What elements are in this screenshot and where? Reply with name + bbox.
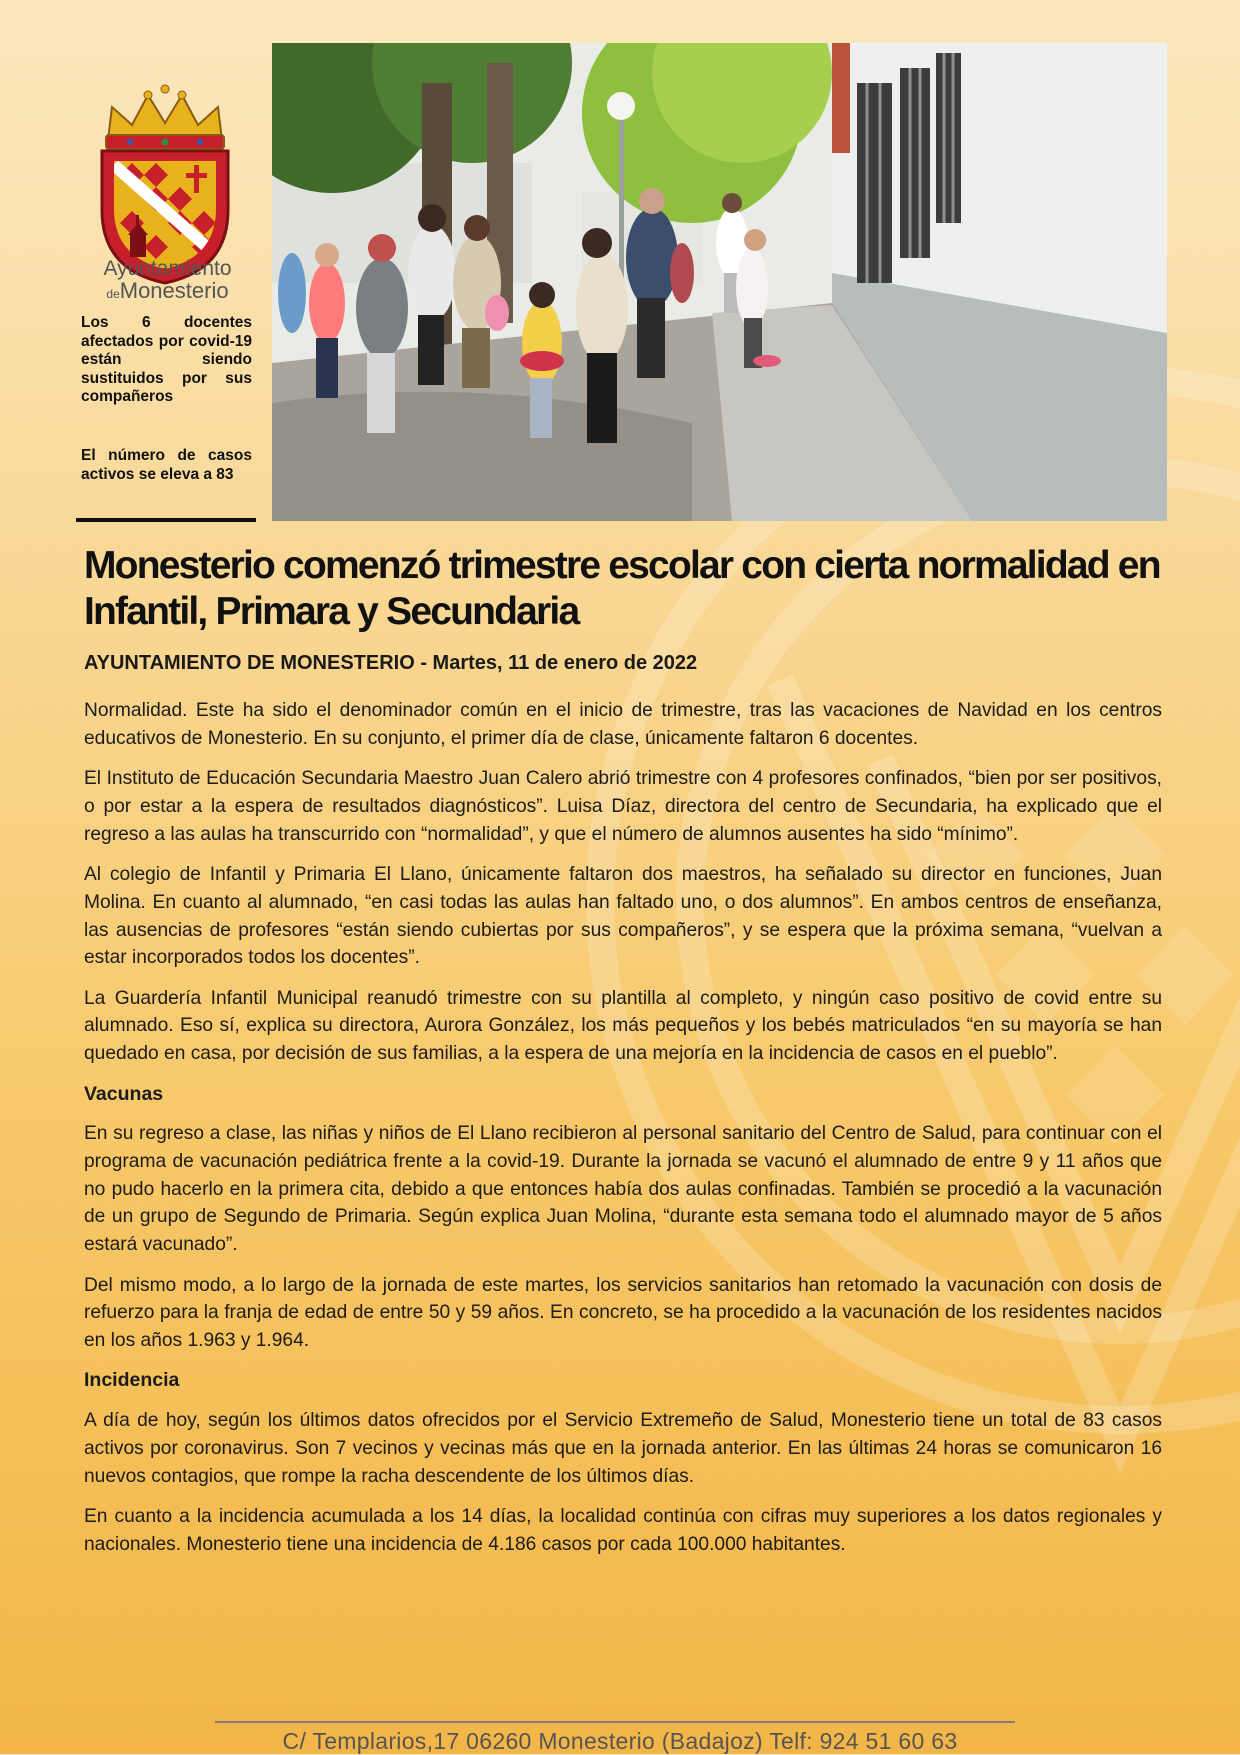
sidebar-divider: [76, 518, 256, 522]
article-headline: Monesterio comenzó trimestre escolar con cierta normalidad en Infantil, Primara y Secundaria: [84, 544, 1160, 633]
section-heading-incidencia: Incidencia: [84, 1369, 180, 1392]
school-street-photo: [272, 43, 1167, 521]
paragraph-6: Del mismo modo, a lo largo de la jornada de este martes, los servicios sanitarios han retomado la vacunación con dosis de refuerzo para la franja de edad de entre 50 y 59 años. En concreto, se ha procedido a la vacunación de los residentes nacidos en los años 1.963 y 1.964.: [84, 1274, 1162, 1352]
paragraph-2: El Instituto de Educación Secundaria Maestro Juan Calero abrió trimestre con 4 profesores confinados, “bien por ser positivos, o por estar a la espera de resultados diagnósticos”. Luisa Díaz, directora del centro de Secundaria, ha explicado que el regreso a las aulas ha transcurrido con “normalidad”, y que el número de alumnos ausentes ha sido “mínimo”.: [84, 768, 1162, 845]
article-body: [84, 697, 1162, 1571]
logo-wordmark: [80, 258, 255, 305]
sidebar-note-docentes: Los 6 docentes afectados por covid-19 están siendo sustituidos por sus compañeros: [81, 314, 252, 405]
footer-address: C/ Templarios,17 06260 Monesterio (Badajoz) Telf: 924 51 60 63: [282, 1728, 958, 1754]
paragraph-5: En su regreso a clase, las niñas y niños de El Llano recibieron al personal sanitario del Centro de Salud, para continuar con el programa de vacunación pediátrica frente a la covid-19. Durante la jornada se vacunó el alumnado de entre 9 y 11 años que no pudo hacerlo en la primera cita, debido a que entonces había dos aulas confinadas. También se procedió a la vacunación de un grupo de Segundo de Primaria. Según explica Juan Molina, “durante esta semana todo el alumnado mayor de 5 años estará vacunado”.: [84, 1123, 1162, 1256]
paragraph-4: La Guardería Infantil Municipal reanudó trimestre con su plantilla al completo, y ningún caso positivo de covid entre su alumnado. Eso sí, explica su directora, Aurora González, los más pequeños y los bebés matriculados “en su mayoría se han quedado en casa, por decisión de sus familias, a la espera de una mejoría en la incidencia de casos en el pueblo”.: [84, 987, 1162, 1065]
logo-de: de: [106, 287, 120, 301]
article-byline: AYUNTAMIENTO DE MONESTERIO - Martes, 11 de enero de 2022: [84, 652, 698, 674]
paragraph-7: A día de hoy, según los últimos datos ofrecidos por el Servicio Extremeño de Salud, Monesterio tiene un total de 83 casos activos por coronavirus. Son 7 vecinos y vecinas más que en la jornada anterior. En las últimas 24 horas se comunicaron 16 nuevos contagios, que rompe la racha descendente de los últimos días.: [84, 1409, 1162, 1487]
paragraph-3: Al colegio de Infantil y Primaria El Llano, únicamente faltaron dos maestros, ha señalado su director en funciones, Juan Molina. En cuanto al alumnado, “en casi todas las aulas han faltado uno, o dos alumnos”. En ambos centros de enseñanza, las ausencias de profesores “están siendo cubiertas por sus compañeros”, y se espera que la próxima semana, “vuelvan a estar incorporados todos los docentes”.: [84, 863, 1162, 969]
logo-line-monesterio: [80, 280, 255, 305]
sidebar-note-casos: El número de casos activos se eleva a 83: [81, 447, 252, 483]
paragraph-8: En cuanto a la incidencia acumulada a los 14 días, la localidad continúa con cifras muy superiores a los datos regionales y nacionales. Monesterio tiene una incidencia de 4.186 casos por cada 100.000 habitantes.: [84, 1505, 1162, 1555]
crown-icon: [106, 85, 224, 149]
section-heading-vacunas: Vacunas: [84, 1082, 164, 1105]
footer-divider: [215, 1721, 1015, 1723]
logo-monesterio: Monesterio: [119, 278, 229, 303]
logo-line-ayuntamiento: Ayuntamiento: [103, 257, 232, 280]
paragraph-1: Normalidad. Este ha sido el denominador común en el inicio de trimestre, tras las vacaciones de Navidad en los centros educativos de Monesterio. En su conjunto, el primer día de clase, únicamente faltaron 6 docentes.: [84, 700, 1162, 749]
